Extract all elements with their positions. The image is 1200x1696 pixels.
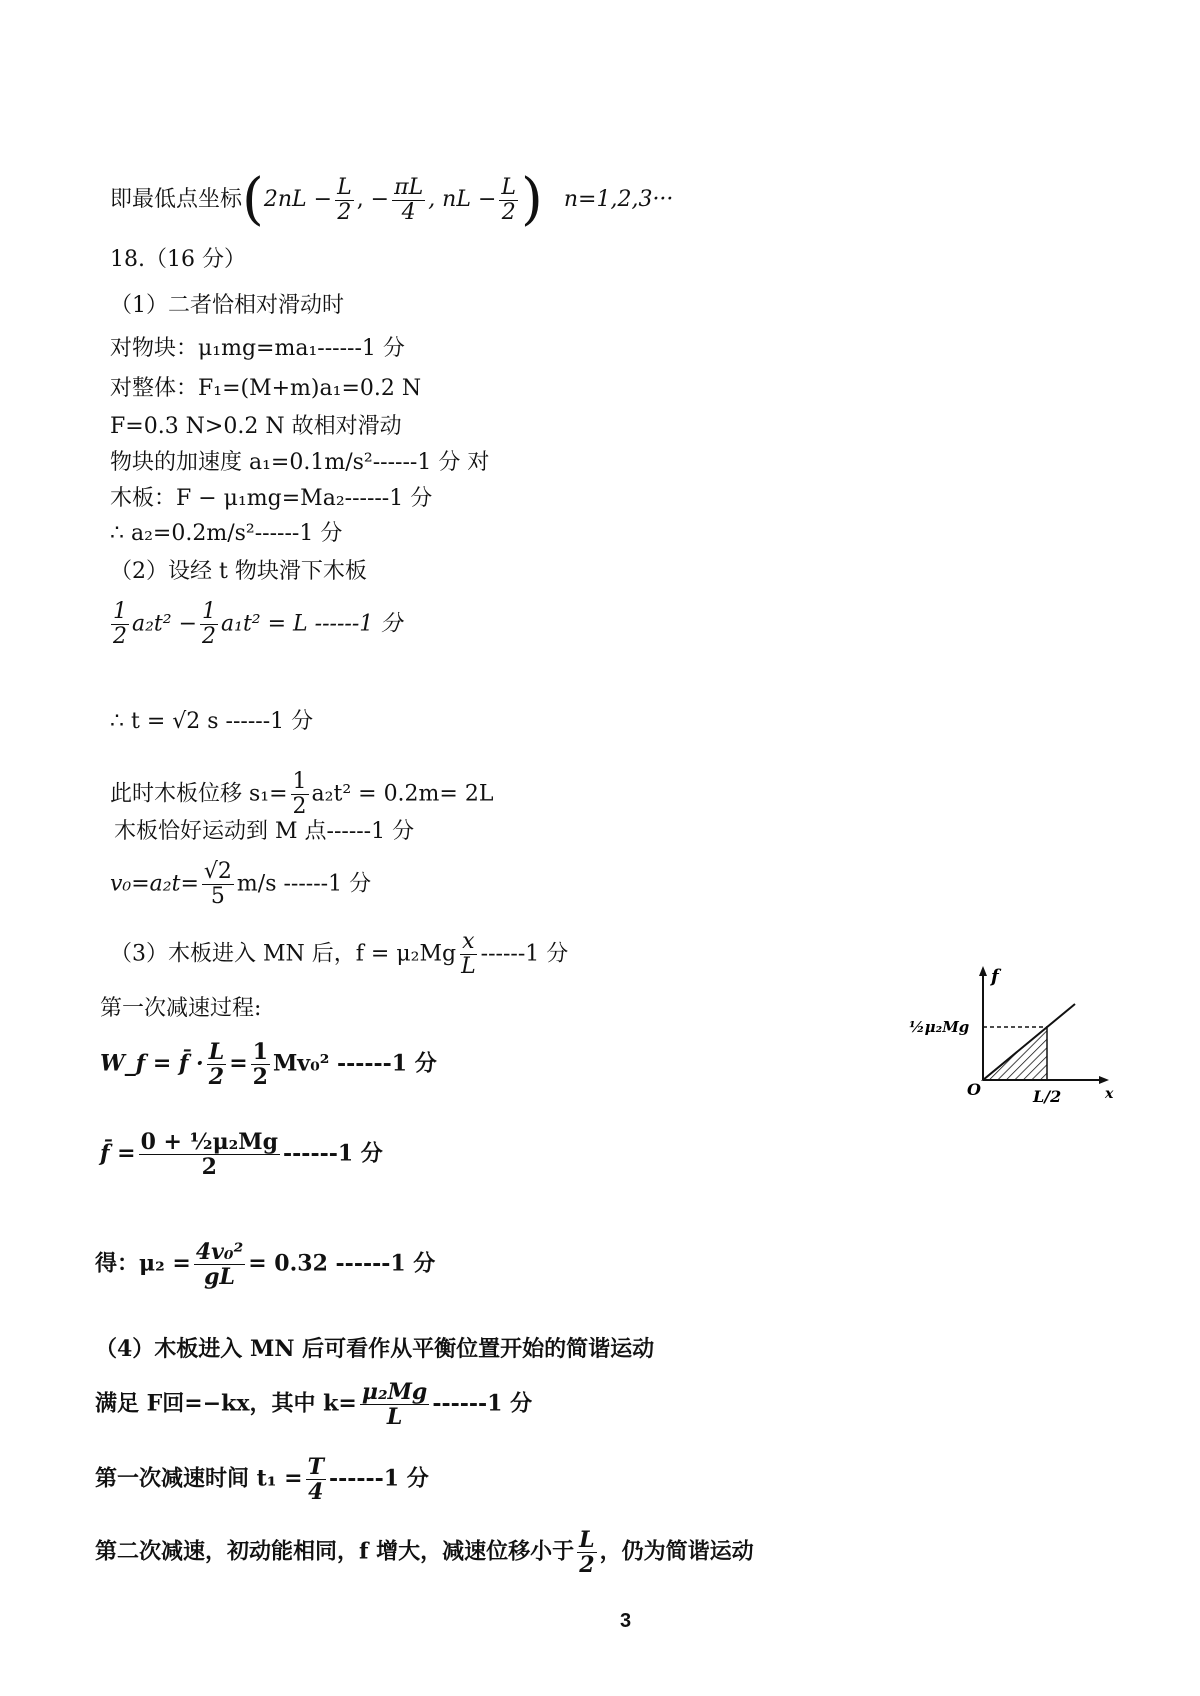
board-displacement: 此时木板位移 s₁= $\frac{1}{2}$ a₂t² = 0.2m= 2L	[110, 769, 494, 819]
relative-slide-statement: F=0.3 N>0.2 N 故相对滑动	[110, 414, 402, 439]
value-label: ½μ₂Mg	[909, 1018, 970, 1036]
x-axis-arrow	[1099, 1076, 1109, 1084]
part-1-heading: （1）二者恰相对滑动时	[110, 293, 344, 318]
lowest-point-coordinate: 即最低点坐标(2nL − $\frac{L}{2}$ , − $\frac{\pi L}{4}$ , nL − $\frac{L}{2}$ ) n=1,2,3···	[110, 167, 674, 232]
part-2-heading: （2）设经 t 物块滑下木板	[110, 559, 367, 584]
average-friction: f̄ = $\frac{\text{0 + ½μ₂Mg}}{2}$ ------1 分	[100, 1129, 383, 1180]
x-axis-label: x	[1105, 1086, 1114, 1102]
first-deceleration-time: 第一次减速时间 t₁ = $\frac{T}{4}$ ------1 分	[95, 1454, 429, 1505]
board-equation: 木板：F − μ₁mg=Ma₂------1 分	[110, 486, 433, 511]
mu2-result: 得：μ₂ = $\frac{\text{4v₀²}}{gL}$ = 0.32 ------1 分	[95, 1239, 436, 1290]
time-result: ∴ t = √2 s ------1 分	[110, 709, 314, 734]
board-acceleration: ∴ a₂=0.2m/s²------1 分	[110, 521, 343, 546]
y-axis-label: f	[991, 966, 999, 987]
second-deceleration-statement: 第二次减速，初动能相同，f 增大，减速位移小于 $\frac{L}{2}$ ，仍为简谐运动	[95, 1527, 754, 1578]
first-deceleration-heading: 第一次减速过程:	[100, 996, 262, 1021]
whole-equation: 对整体：F₁=(M+m)a₁=0.2 N	[110, 376, 422, 401]
y-axis-arrow	[979, 966, 987, 976]
displacement-equation: $\frac{1}{2}$ a₂t² − $\frac{1}{2}$ a₁t² = L ------1 分	[113, 599, 403, 649]
board-reaches-m: 木板恰好运动到 M 点------1 分	[114, 819, 415, 844]
velocity-v0: v₀=a₂t= $\frac{√2}{5}$ m/s ------1 分	[110, 859, 372, 909]
origin-label: O	[967, 1080, 981, 1099]
block-acceleration: 物块的加速度 a₁=0.1m/s²------1 分 对	[110, 450, 490, 475]
part-4-heading: （4）木板进入 MN 后可看作从平衡位置开始的简谐运动	[95, 1336, 655, 1362]
block-equation: 对物块：μ₁mg=ma₁------1 分	[110, 336, 405, 361]
question-18-heading: 18.（16 分）	[110, 247, 246, 272]
friction-displacement-graph	[905, 960, 1120, 1120]
part-3-friction: （3）木板进入 MN 后，f = μ₂Mg $\frac{x}{L}$ ------1 分	[110, 929, 569, 979]
page-number: 3	[620, 1610, 632, 1632]
x-tick-label: L/2	[1033, 1087, 1062, 1106]
restoring-force-equation: 满足 F回=−kx，其中 k= $\frac{\text{μ₂Mg}}{L}$ ------1 分	[95, 1379, 533, 1430]
work-energy-equation: W_f = f̄ · $\frac{L}{2}$ = $\frac{1}{2}$ Mv₀² ------1 分	[100, 1039, 437, 1090]
